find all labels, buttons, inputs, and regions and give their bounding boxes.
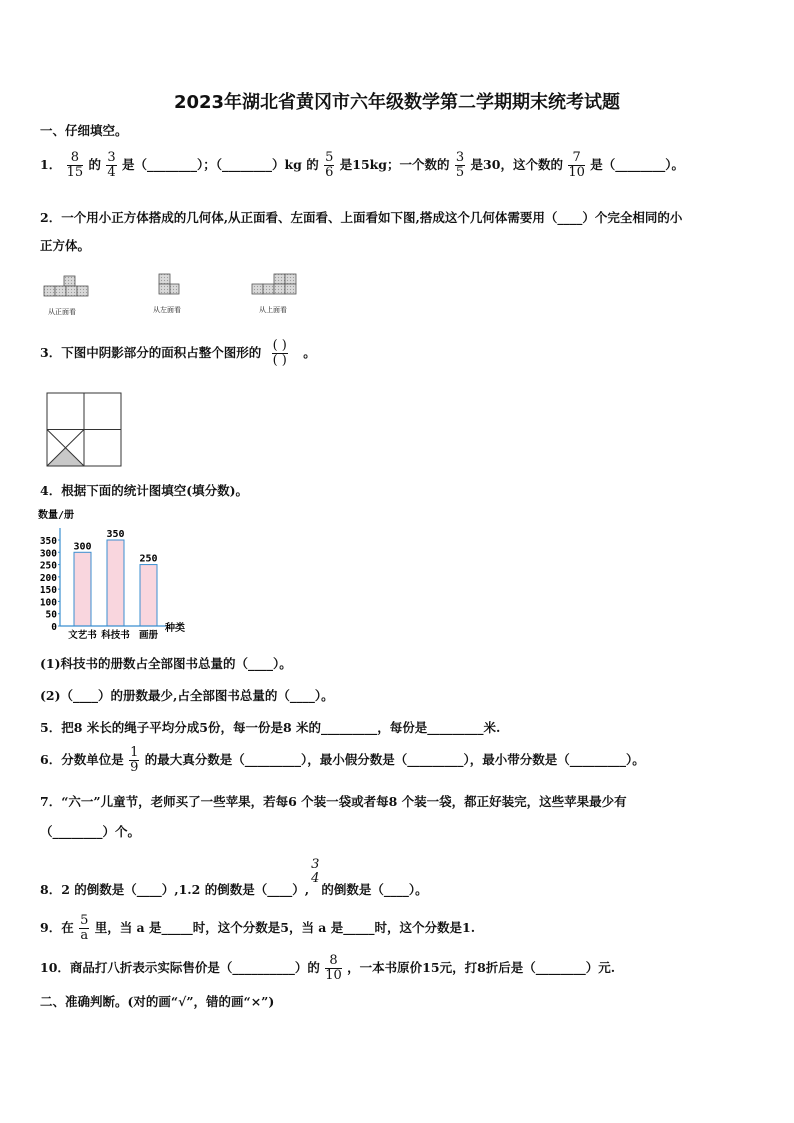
q6-text-a: 6．分数单位是 [40, 752, 124, 767]
q1-text-1: 的 [88, 157, 101, 172]
chart-y-axis [40, 536, 60, 633]
q1-text-5: 是（________）。 [590, 157, 684, 172]
q3-text: 3．下图中阴影部分的面积占整个图形的 [40, 345, 262, 360]
q10-fraction: $\frac{8}{10}$ [325, 953, 342, 983]
q1-fraction-1: $\frac{8}{15}$ [66, 150, 84, 180]
q10-text-a: 10．商品打八折表示实际售价是（__________）的 [40, 960, 320, 975]
x-category-label: 文艺书 [68, 630, 97, 640]
question-8 [40, 858, 428, 898]
question-5: 5．把8 米长的绳子平均分成5份，每一份是8 米的_________，每份是_________米. [40, 720, 501, 735]
question-7-line-2: （________）个。 [40, 824, 141, 839]
question-9 [40, 914, 475, 943]
chart-bars [68, 529, 158, 640]
q3-grid-figure [46, 392, 124, 468]
bar-2 [107, 540, 124, 626]
page-title: 2023年湖北省黄冈市六年级数学第二学期期末统考试题 [173, 92, 621, 113]
question-4-sub-1: (1)科技书的册数占全部图书总量的（____）。 [40, 656, 292, 671]
q1-fraction-2: $\frac{3}{4}$ [107, 150, 116, 180]
question-10 [40, 954, 615, 983]
question-6 [40, 746, 645, 775]
q1-fraction-5: $\frac{7}{10}$ [568, 150, 585, 180]
q9-fraction: $\frac{5}{a}$ [80, 913, 89, 943]
q1-text-2: 是（________）；（________）kg 的 [121, 157, 319, 172]
q8-text-a: 8．2 的倒数是（____）,1.2 的倒数是（____）, [40, 882, 310, 897]
q9-text-a: 9．在 [40, 920, 74, 935]
y-tick-label: 350 [39, 536, 57, 547]
q1-fraction-4: $\frac{3}{5}$ [455, 150, 465, 180]
shaded-triangle [47, 448, 84, 467]
question-4: 4．根据下面的统计图填空(填分数)。 [40, 483, 249, 498]
question-7-line-1: 7．“六一”儿童节，老师买了一些苹果，若每6 个装一袋或者每8 个装一袋，都正好装完，这些苹果最少有 [40, 794, 627, 809]
question-1 [40, 151, 684, 180]
bar-1 [74, 552, 91, 626]
y-tick-label: 150 [39, 585, 57, 597]
q1-text-4: 是30，这个数的 [470, 157, 563, 172]
q3-blank-fraction[interactable]: $\frac{( )}{( )}$ [272, 338, 287, 368]
y-tick-label: 100 [39, 597, 57, 609]
q6-fraction: $\frac{1}{9}$ [130, 745, 139, 775]
front-view-icon [44, 276, 88, 296]
question-4-sub-2: (2)（____）的册数最少,占全部图书总量的（____）。 [40, 688, 334, 703]
y-tick-label: 300 [39, 548, 57, 560]
q8-fraction: 3 4 [311, 857, 320, 886]
y-tick-label: 50 [45, 609, 57, 621]
q9-text-b: 里，当 a 是_____时，这个分数是5，当 a 是_____时，这个分数是1. [94, 920, 476, 935]
q3-end: 。 [303, 345, 316, 360]
q6-text-b: 的最大真分数是（_________），最小假分数是（_________），最小带分数是（_________）。 [144, 752, 645, 767]
question-2-line-2: 正方体。 [40, 238, 91, 253]
section-1-heading: 一、仔细填空。 [40, 123, 128, 138]
q8-text-b: 的倒数是（____）。 [321, 882, 428, 897]
y-tick-label: 200 [39, 572, 57, 584]
x-category-label: 画册 [138, 630, 159, 640]
q1-number: 1． [40, 157, 62, 172]
bar-value-label: 350 [106, 529, 125, 540]
chart-xlabel: 种类 [165, 623, 185, 634]
bar-value-label: 250 [139, 553, 158, 565]
q1-text-3: 是15kg；一个数的 [339, 157, 450, 172]
left-view-icon [159, 274, 179, 294]
q10-text-b: ，一本书原价15元，打8折后是（________）元. [347, 960, 616, 975]
question-2-line-1: 2．一个用小正方体搭成的几何体,从正面看、左面看、上面看如下图,搭成这个几何体需要用（____）个完全相同的小 [40, 210, 683, 225]
caption-front-view: 从正面看 [48, 308, 76, 316]
bar-3 [140, 565, 157, 626]
q1-fraction-3: $\frac{5}{6}$ [325, 150, 334, 180]
top-view-icon [252, 274, 296, 294]
section-2-heading: 二、准确判断。(对的画“√”，错的画“×”) [40, 994, 275, 1009]
x-category-label: 科技书 [101, 630, 130, 640]
y-tick-label: 0 [51, 622, 57, 633]
question-3 [40, 339, 316, 368]
bar-value-label: 300 [73, 541, 92, 553]
bar-chart [36, 505, 196, 640]
chart-ylabel: 数量/册 [38, 510, 75, 521]
caption-top-view: 从上面看 [259, 306, 287, 314]
caption-left-view: 从左面看 [153, 306, 181, 314]
y-tick-label: 250 [39, 560, 57, 572]
